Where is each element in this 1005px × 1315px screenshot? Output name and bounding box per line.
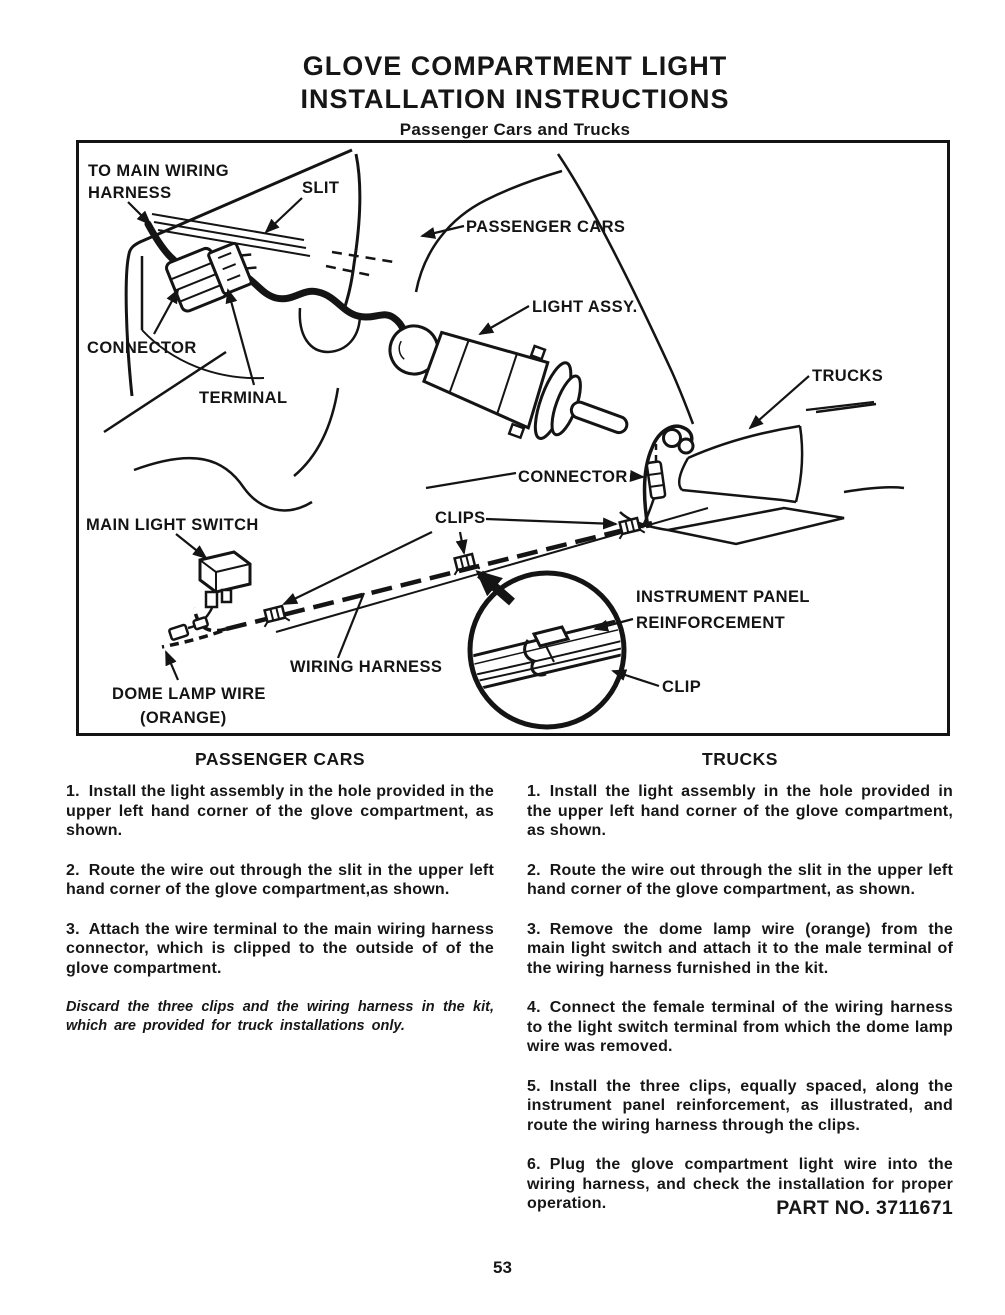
installation-diagram: [76, 140, 950, 736]
clip-glyph: [616, 517, 645, 539]
step-text: Install the light assembly in the hole provided in the upper left hand corner of the glove compartment, as shown.: [527, 783, 953, 839]
page-title-line1: GLOVE COMPARTMENT LIGHT: [302, 51, 728, 81]
instruction-step: [66, 920, 494, 979]
step-text: Connect the female terminal of the wiring harness to the light switch terminal from which the dome lamp wire was removed.: [527, 999, 953, 1055]
step-text: Attach the wire terminal to the main wiring harness connector, which is clipped to the outside of of the glove compartment.: [66, 920, 494, 977]
discard-note: Discard the three clips and the wiring harness in the kit, which are provided for truck installations only.: [66, 999, 494, 1034]
label-connector-mid: CONNECTOR: [518, 468, 628, 486]
label-slit: SLIT: [302, 179, 340, 197]
label-connector-left: CONNECTOR: [87, 339, 197, 357]
step-number: 4.: [527, 999, 541, 1016]
label-dome-lamp-line1: DOME LAMP WIRE: [112, 685, 266, 703]
passenger-cars-heading: PASSENGER CARS: [194, 749, 366, 769]
step-number: 1.: [66, 783, 80, 800]
step-number: 1.: [527, 783, 541, 800]
label-to-main-wiring-line2: HARNESS: [88, 184, 172, 202]
step-text: Route the wire out through the slit in the upper left hand corner of the glove compartment, as shown.: [527, 861, 953, 898]
step-number: 6.: [527, 1156, 541, 1173]
step-text: Remove the dome lamp wire (orange) from the main light switch and attach it to the male terminal of the wiring harness furnished in the kit.: [527, 920, 953, 977]
label-clip: CLIP: [662, 678, 702, 696]
title-block: [10, 50, 1005, 140]
instruction-step: [527, 1077, 953, 1136]
step-text: Install the three clips, equally spaced, along the instrument panel reinforcement, as illustrated, and route the wiring harness through the clips.: [527, 1077, 953, 1134]
label-terminal: TERMINAL: [199, 389, 288, 407]
label-instrument-panel-line2: REINFORCEMENT: [636, 614, 786, 632]
label-passenger-cars: PASSENGER CARS: [466, 218, 626, 236]
label-to-main-wiring-line1: TO MAIN WIRING: [88, 162, 229, 180]
step-number: 2.: [527, 861, 541, 879]
label-dome-lamp-line2: (ORANGE): [140, 709, 227, 727]
step-text: Route the wire out through the slit in the upper left hand corner of the glove compartment,as shown.: [66, 861, 494, 898]
step-text: Install the light assembly in the hole provided in the upper left hand corner of the glove compartment, as shown.: [66, 783, 494, 839]
step-number: 2.: [66, 861, 80, 879]
truck-connector-drawing: [647, 461, 666, 499]
step-number: 3.: [527, 920, 541, 938]
step-number: 3.: [66, 920, 80, 938]
instruction-step: [527, 920, 953, 979]
part-number: PART NO. 3711671: [776, 1197, 953, 1219]
label-clips: CLIPS: [435, 509, 486, 527]
label-trucks: TRUCKS: [812, 367, 884, 385]
page-number: 53: [493, 1258, 512, 1277]
passenger-cars-column: [66, 749, 494, 1051]
diagram-svg: [76, 140, 950, 736]
page-subtitle: Passenger Cars and Trucks: [399, 120, 631, 139]
label-instrument-panel-line1: INSTRUMENT PANEL: [636, 588, 810, 606]
step-text: Plug the glove compartment light wire into the wiring harness, and check the installation for proper operation.: [527, 1156, 953, 1212]
instruction-step: [66, 782, 494, 841]
label-light-assy: LIGHT ASSY.: [532, 298, 638, 316]
label-main-light-switch: MAIN LIGHT SWITCH: [86, 516, 259, 534]
trucks-heading: TRUCKS: [702, 749, 778, 769]
trucks-column: [527, 749, 953, 1234]
instruction-step: [66, 861, 494, 900]
instruction-step: [527, 861, 953, 900]
page-title-line2: INSTALLATION INSTRUCTIONS: [300, 84, 730, 114]
clip-glyph: [261, 605, 290, 627]
step-number: 5.: [527, 1077, 541, 1095]
label-wiring-harness: WIRING HARNESS: [290, 658, 443, 676]
light-assembly-drawing: [376, 300, 642, 471]
instruction-step: [527, 782, 953, 841]
instruction-step: [527, 998, 953, 1057]
